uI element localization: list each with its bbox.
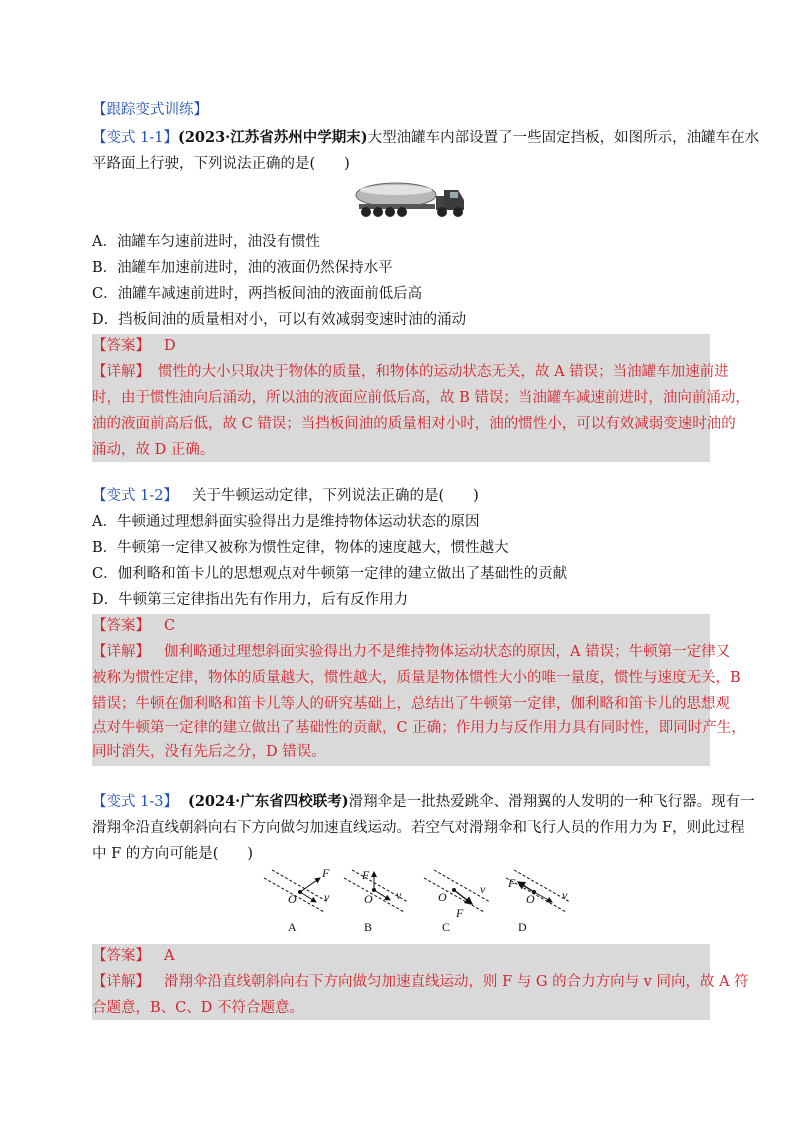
q2-detail-line-4: 点对牛顿第一定律的建立做出了基础性的贡献，C 正确；作用力与反作用力具有同时性，即同时产生， <box>92 720 746 736</box>
q3-detail-label: 【详解】 <box>92 974 150 990</box>
diagram-label-a: A <box>288 920 297 934</box>
diagram-label-b: B <box>364 920 373 934</box>
q2-detail-line-3: 错误；牛顿在伽利略和笛卡儿等人的研究基础上，总结出了牛顿第一定律，伽利略和笛卡儿的思想观 <box>92 696 730 712</box>
section-title: 【跟踪变式训练】 <box>92 102 208 118</box>
q1-detail-line-1 <box>92 362 729 382</box>
q1-option-d: D．挡板间油的质量相对小，可以有效减弱变速时油的涌动 <box>92 312 467 328</box>
q3-stem-line-3: 中 F 的方向可能是( ) <box>92 846 254 862</box>
q1-answer-box <box>92 334 750 462</box>
q2-option-b: B．牛顿第一定律又被称为惯性定律，物体的速度越大，惯性越大 <box>92 540 509 556</box>
d-velocity-label: v <box>562 888 568 902</box>
q3-source: (2024·广东省四校联考) <box>187 793 349 810</box>
q3-detail-line-1 <box>92 972 749 992</box>
q3-stem-line-1 <box>92 792 755 812</box>
q1-stem-1: 大型油罐车内部设置了一些固定挡板，如图所示，油罐车在水 <box>367 130 760 146</box>
diagram-option-d <box>506 870 570 912</box>
a-force-label: F <box>322 866 330 880</box>
b-origin-label: O <box>364 892 373 906</box>
q1-answer-label: 【答案】 <box>92 338 150 354</box>
q3-answer: A <box>164 948 175 964</box>
q1-detail-line-4: 涌动，故 D 正确。 <box>92 442 215 458</box>
q2-answer-box <box>92 614 746 766</box>
q2-option-a: A．牛顿通过理想斜面实验得出力是维持物体运动状态的原因 <box>92 514 480 530</box>
q3-detail-text-1: 滑翔伞沿直线朝斜向右下方向做匀加速直线运动，则 F 与 G 的合力方向与 v 同向，故 A 符 <box>164 974 749 990</box>
q2-tag: 【变式 1-2】 <box>92 488 178 504</box>
q2-detail-line-2: 被称为惯性定律，物体的质量越大，惯性越大，质量是物体惯性大小的唯一量度，惯性与速度无关，B <box>92 670 741 686</box>
q2-stem: 关于牛顿运动定律，下列说法正确的是( ) <box>191 488 479 504</box>
q2-option-c: C．伽利略和笛卡儿的思想观点对牛顿第一定律的建立做出了基础性的贡献 <box>92 566 568 582</box>
diagram-label-d: D <box>518 920 527 934</box>
q2-detail-line-1 <box>92 642 730 662</box>
a-origin-label: O <box>288 892 297 906</box>
q2-detail-line-5: 同时消失，没有先后之分，D 错误。 <box>92 744 326 760</box>
q1-detail-text-1: 惯性的大小只取决于物体的质量，和物体的运动状态无关，故 A 错误；当油罐车加速前进 <box>158 364 729 380</box>
q1-stem-line-2: 平路面上行驶，下列说法正确的是( ) <box>92 156 350 172</box>
q2-answer: C <box>164 618 176 634</box>
q1-detail-line-3: 油的液面前高后低，故 C 错误；当挡板间油的质量相对小时，油的惯性小，可以有效减弱变速时油的 <box>92 416 736 432</box>
q2-detail-label: 【详解】 <box>92 644 150 660</box>
q3-stem-line-2: 滑翔伞沿直线朝斜向右下方向做匀加速直线运动。若空气对滑翔伞和飞行人员的作用力为 F，则此过程 <box>92 820 745 836</box>
q2-answer-label: 【答案】 <box>92 618 150 634</box>
q3-answer-label: 【答案】 <box>92 948 150 964</box>
q3-detail-line-2: 合题意，B、C、D 不符合题意。 <box>92 1000 304 1016</box>
q1-option-b: B．油罐车加速前进时，油的液面仍然保持水平 <box>92 260 393 276</box>
q2-detail-text-1: 伽利略通过理想斜面实验得出力不是维持物体运动状态的原因，A 错误；牛顿第一定律又 <box>164 644 731 660</box>
q1-detail-line-2: 时，由于惯性油向后涌动，所以油的液面应前低后高，故 B 错误；当油罐车减速前进时，油向前涌动， <box>92 390 750 406</box>
c-force-label: F <box>456 906 464 920</box>
d-force-label: F <box>508 876 516 890</box>
b-force-label: F <box>362 868 370 882</box>
q2-answer-line <box>92 616 175 636</box>
d-origin-label: O <box>526 892 535 906</box>
diagram-label-c: C <box>442 920 451 934</box>
a-velocity-label: v <box>324 890 330 904</box>
q1-answer-line <box>92 336 176 356</box>
q3-stem-1: 滑翔伞是一批热爱跳伞、滑翔翼的人发明的一种飞行器。现有一 <box>348 794 755 810</box>
b-velocity-label: v <box>396 888 402 902</box>
q1-detail-label: 【详解】 <box>92 364 150 380</box>
q1-answer: D <box>164 338 176 354</box>
q1-source: (2023·江苏省苏州中学期末) <box>177 129 368 146</box>
q2-stem-line <box>92 486 479 506</box>
q2-option-d: D．牛顿第三定律指出先有作用力，后有反作用力 <box>92 592 409 608</box>
c-velocity-label: v <box>480 882 486 896</box>
q3-answer-line <box>92 946 174 966</box>
q1-tag: 【变式 1-1】 <box>92 130 178 146</box>
q1-option-a: A．油罐车匀速前进时，油没有惯性 <box>92 234 320 250</box>
oil-tanker-truck-image <box>354 178 466 220</box>
q1-option-c: C．油罐车减速前进时，两挡板间油的液面前低后高 <box>92 286 423 302</box>
q3-answer-box <box>92 944 749 1020</box>
c-origin-label: O <box>438 890 447 904</box>
q3-tag: 【变式 1-3】 <box>92 794 178 810</box>
q1-stem-line-1 <box>92 128 759 148</box>
